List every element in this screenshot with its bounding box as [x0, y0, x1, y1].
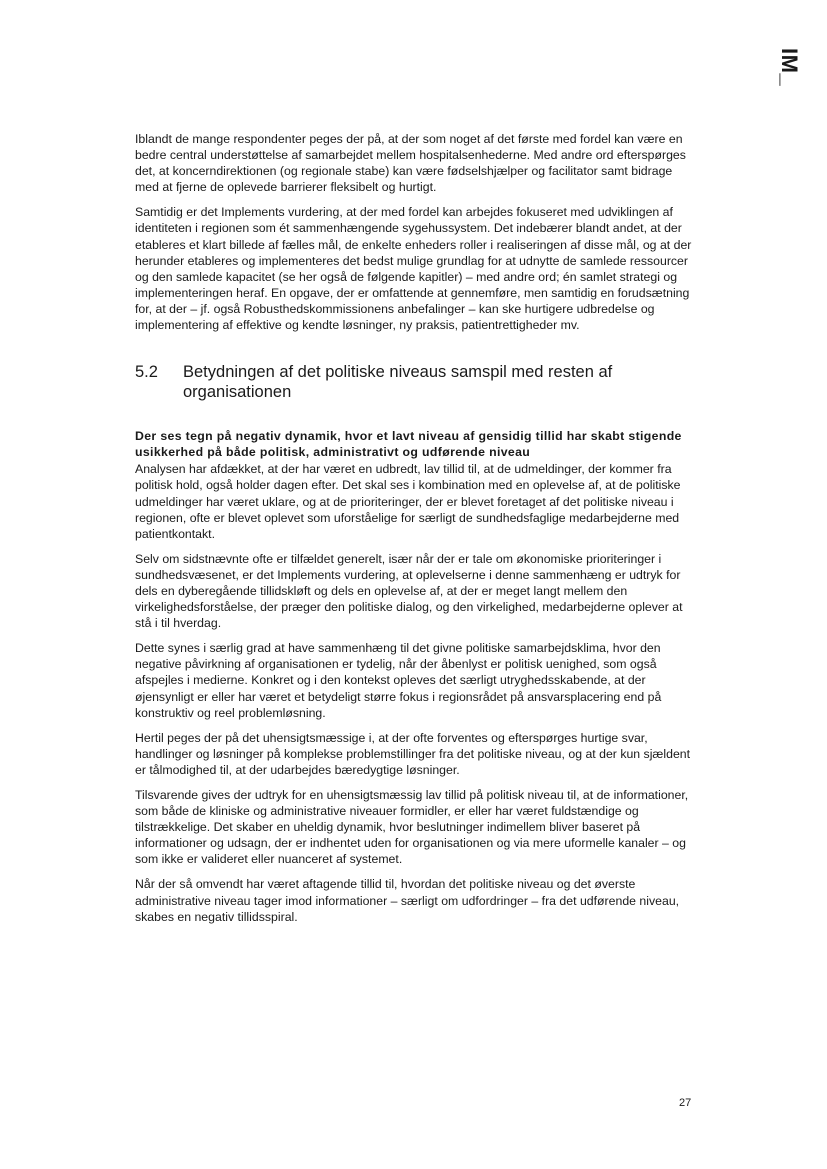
paragraph: Tilsvarende gives der udtryk for en uhensigtsmæssig lav tillid på politisk niveau til, at de informationer, som både de kliniske og administrative niveauer formidler, er eller har været fuldstændige og tilstrækkelige. Det skaber en uheldig dynamik, hvor beslutninger indimellem bliver baseret på informationer og udsagn, der er indhentet uden for organisationen og via mere uformelle kanaler – og som ikke er valideret eller nuanceret af systemet. — [135, 788, 689, 867]
paragraph: Dette synes i særlig grad at have sammenhæng til det givne politiske samarbejdsklima, hvor den negative påvirkning af organisationen er tydelig, når der åbenlyst er politisk uenighed, som også afspejles i medierne. Konkret og i den kontekst opleves det særligt utryghedsskabende, at der øjensynligt er eller har været et betydeligt større fokus i regionsrådet på ansvarsplacering end på konstruktiv og reel problemløsning. — [135, 641, 662, 720]
page-number: 27 — [679, 1097, 692, 1109]
paragraph: Analysen har afdækket, at der har været en udbredt, lav tillid til, at de udmeldinger, der kommer fra politisk hold, også holder dagen efter. Det skal ses i kombination med en oplevelse af, at de politiske udmeldinger har været uklare, og at de prioriteringer, der er blevet foretaget af det politiske niveau i regionen, ofte er blevet oplevet som uforståelige for særligt de sundhedsfaglige medarbejderne med patientkontakt. — [135, 462, 681, 541]
page-content — [135, 131, 695, 934]
subheading: Der ses tegn på negativ dynamik, hvor et lavt niveau af gensidig tillid har skabt stigende usikkerhed på både politisk, administrativt og udførende niveau — [135, 429, 682, 460]
section-heading — [135, 363, 695, 402]
paragraph: Hertil peges der på det uhensigtsmæssige i, at der ofte forventes og efterspørges hurtige svar, handlinger og løsninger på komplekse problemstillinger fra det politiske niveau, og at der kun sjældent er tålmodighed til, at der udarbejdes bæredygtige løsninger. — [135, 730, 691, 777]
section-title: Betydningen af det politiske niveaus samspil med resten af organisationen — [183, 363, 613, 401]
paragraph: Samtidig er det Implements vurdering, at der med fordel kan arbejdes fokuseret med udviklingen af identiteten i regionen som ét sammenhængende sygehussystem. Det indebærer blandt andet, at der etableres et klart billede af fælles mål, de enkelte enheders roller i realiseringen af disse mål, og at der herunder etableres og implementeres det bedst mulige grundlag for at udnytte de samlede ressourcer og den samlede kapacitet (se her også de følgende kapitler) – med andre ord; én samlet strategi og implementeringen heraf. En opgave, der er omfattende at gennemføre, men samtidig en forudsætning for, at der – jf. også Robusthedskommissionens anbefalinger – kan ske hurtigere udbredelse og implementering af effektive og kendte løsninger, ny praksis, patientrettigheder mv. — [135, 205, 692, 333]
paragraph: Når der så omvendt har været aftagende tillid til, hvordan det politiske niveau og det øverste administrative niveau tager imod informationer – særligt om udfordringer – fra det udførende niveau, skabes en negativ tillidsspiral. — [135, 877, 680, 924]
paragraph: Selv om sidstnævnte ofte er tilfældet generelt, især når der er tale om økonomiske prioriteringer i sundhedsvæsenet, er det Implements vurdering, at oplevelserne i denne sammenhæng er udtryk for dels en dyberegående tillidskløft og dels en oplevelse af, at der er meget langt mellem den virkelighedsforståelse, der præger den politiske dialog, og den virkelighed, medarbejderne oplever at stå i til hverdag. — [135, 551, 683, 631]
implement-logo: IM_ — [777, 48, 802, 87]
section-number: 5.2 — [135, 363, 158, 382]
paragraph: Iblandt de mange respondenter peges der på, at der som noget af det første med fordel kan være en bedre central understøttelse af samarbejdet mellem hospitalsenhederne. Med andre ord efterspørges det, at koncerndirektionen (og regionale stabe) kan være fødselshjælper og facilitator samt bidrage med at fjerne de oplevede barrierer fleksibelt og hurtigt. — [135, 132, 686, 195]
